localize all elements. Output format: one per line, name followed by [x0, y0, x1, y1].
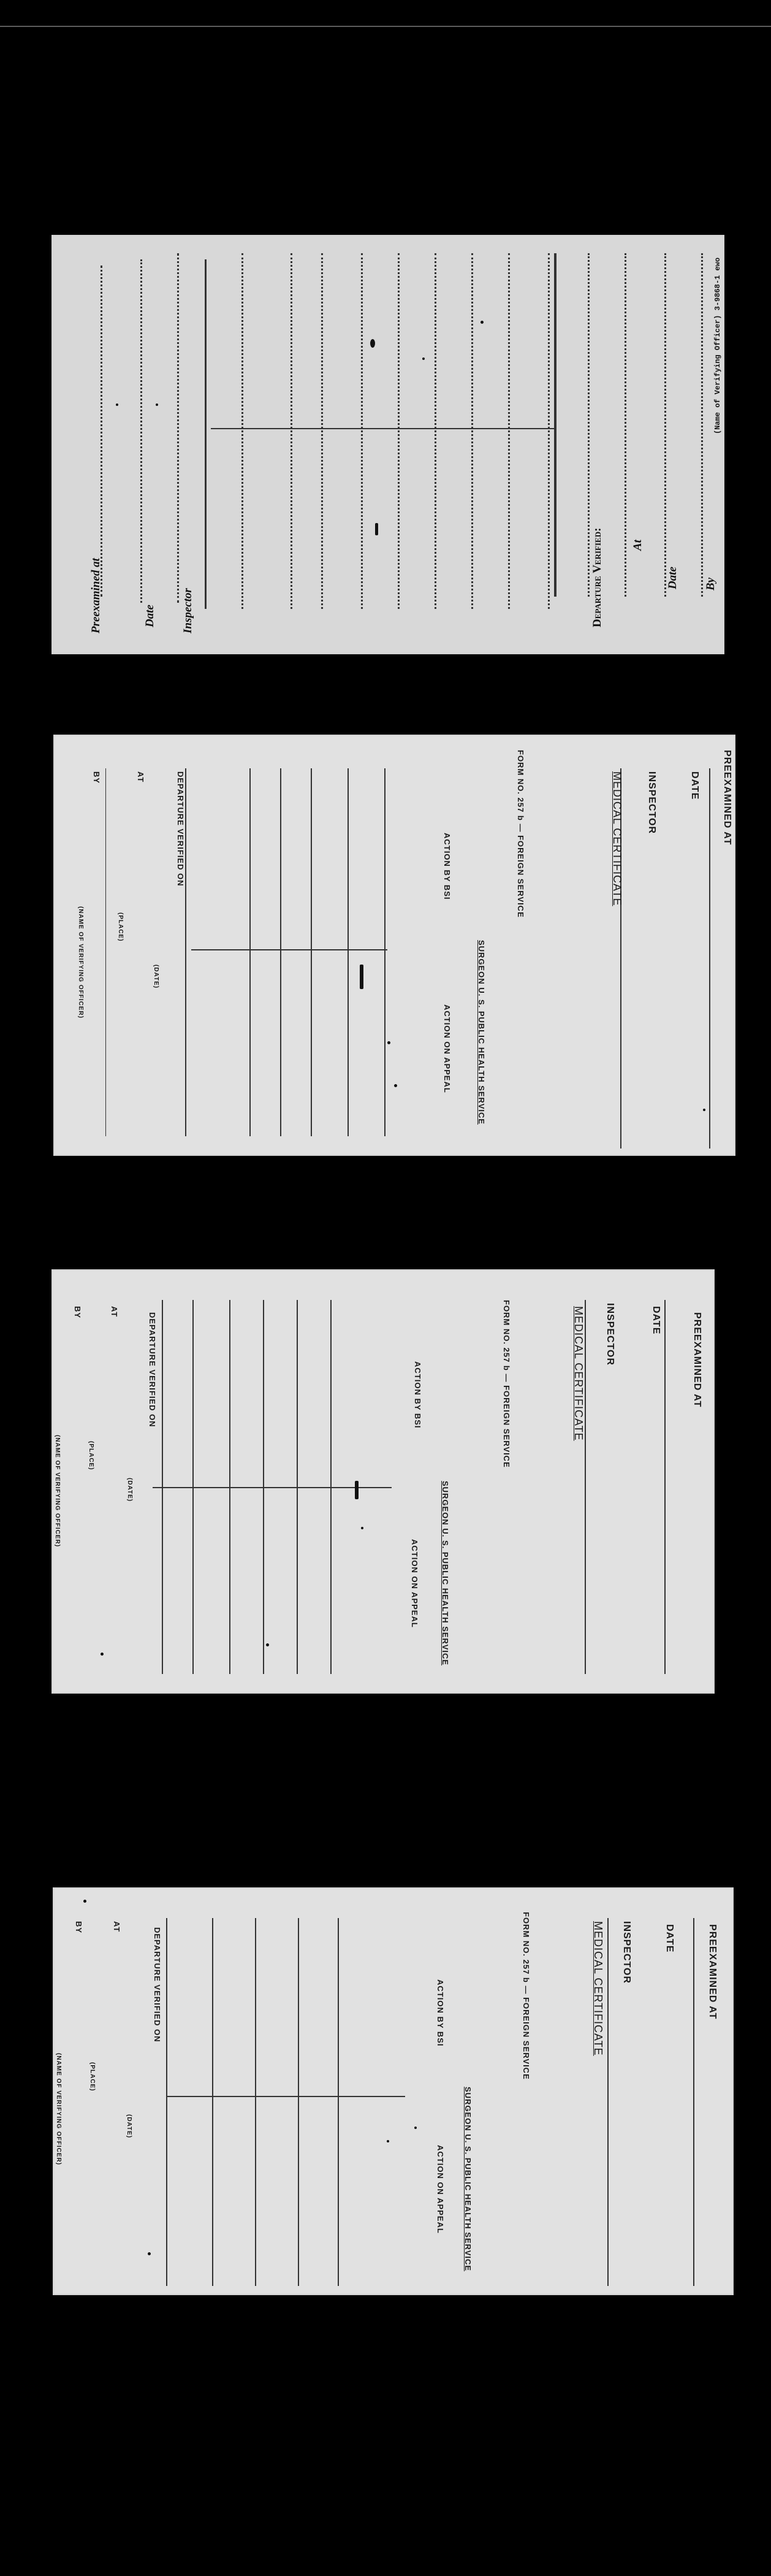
ink-mark — [83, 1900, 86, 1903]
medical-certificate-label: MEDICAL CERTIFICATE — [592, 1921, 604, 2056]
preexamined-label: PREEXAMINED AT — [692, 1312, 702, 1408]
ink-mark — [116, 403, 118, 406]
date-caption: (DATE) — [126, 2114, 132, 2139]
departure-verified-label: DEPARTURE VERIFIED ON — [153, 1927, 162, 2043]
at-label: At — [631, 540, 644, 551]
ink-mark — [370, 339, 375, 348]
preexamined-label: PREEXAMINED AT — [722, 750, 732, 846]
at-label: AT — [136, 771, 145, 783]
medical-certificate-label: MEDICAL CERTIFICATE — [611, 771, 623, 906]
ink-mark — [422, 357, 425, 360]
inspector-label: INSPECTOR — [647, 771, 657, 835]
ink-mark — [148, 2252, 151, 2255]
action-bsi-label: ACTION BY BSI — [436, 1979, 445, 2047]
at-label: AT — [112, 1921, 121, 1933]
ink-mark — [394, 1084, 397, 1087]
departure-verified-label: DEPARTURE VERIFIED ON — [148, 1312, 157, 1428]
ruled-line — [212, 1918, 213, 2286]
ruled-line — [471, 253, 473, 609]
ruled-line — [548, 253, 550, 609]
record-card-3 — [51, 1269, 715, 1694]
place-caption: (PLACE) — [89, 2062, 96, 2092]
ruled-line — [701, 253, 703, 597]
departure-verified-label: DEPARTURE VERIFIED ON — [176, 771, 185, 887]
ruled-line — [177, 253, 179, 603]
date-caption: (DATE) — [153, 965, 159, 989]
ink-mark — [703, 1109, 705, 1111]
ruled-line — [105, 768, 106, 1136]
action-bsi-label: ACTION BY BSI — [442, 833, 452, 900]
inspector-label: INSPECTOR — [605, 1303, 615, 1366]
date-label: DATE — [651, 1306, 661, 1335]
ruled-line — [709, 768, 710, 1148]
date-label: DATE — [689, 771, 700, 800]
ink-mark — [480, 321, 484, 324]
ruled-line — [588, 253, 590, 597]
divider-line — [166, 2096, 405, 2097]
date-label: Date — [143, 605, 156, 627]
divider-line — [191, 949, 387, 950]
by-label: BY — [92, 771, 101, 784]
divider-line — [205, 259, 207, 609]
ink-mark — [360, 965, 363, 989]
ruled-line — [101, 266, 102, 597]
inspector-label: INSPECTOR — [621, 1921, 632, 1984]
ink-mark — [355, 1481, 359, 1499]
by-label: BY — [73, 1306, 82, 1319]
officer-caption: (NAME OF VERIFYING OFFICER) — [55, 2053, 62, 2166]
action-appeal-label: ACTION ON APPEAL — [436, 2145, 445, 2234]
officer-caption: (NAME OF VERIFYING OFFICER) — [77, 906, 84, 1019]
record-card-4 — [53, 1887, 734, 2295]
action-appeal-label: ACTION ON APPEAL — [442, 1004, 452, 1093]
ink-mark — [266, 1643, 269, 1646]
ruled-line — [241, 253, 243, 609]
ink-mark — [414, 2127, 417, 2129]
ruled-line — [298, 1918, 299, 2286]
ink-mark — [156, 403, 158, 406]
ruled-line — [255, 1918, 256, 2286]
form-number-label: FORM NO. 257 b — FOREIGN SERVICE — [522, 1912, 531, 2080]
ruled-line — [249, 768, 251, 1136]
ink-mark — [375, 523, 378, 535]
ruled-line — [291, 253, 292, 609]
date-label: DATE — [664, 1924, 675, 1953]
surgeon-label: SURGEON U. S. PUBLIC HEALTH SERVICE — [463, 2087, 473, 2272]
ruled-line — [384, 768, 386, 1136]
preexamined-label: PREEXAMINED AT — [707, 1924, 718, 2020]
place-caption: (PLACE) — [88, 1441, 94, 1470]
officer-caption: (NAME OF VERIFYING OFFICER) — [54, 1435, 61, 1548]
surgeon-label: SURGEON U. S. PUBLIC HEALTH SERVICE — [441, 1481, 450, 1666]
ruled-line — [348, 768, 349, 1136]
ruled-line — [311, 768, 312, 1136]
ruled-line — [280, 768, 281, 1136]
ink-mark — [387, 1041, 390, 1044]
record-card-1 — [51, 235, 724, 654]
form-number-label: FORM NO. 257 b — FOREIGN SERVICE — [516, 750, 525, 918]
ruled-line — [607, 1918, 609, 2286]
ruled-line — [664, 1300, 666, 1674]
place-caption: (PLACE) — [117, 912, 124, 942]
divider-line — [211, 428, 554, 429]
date2-label: Date — [666, 567, 679, 589]
by-label: By — [704, 577, 717, 590]
ruled-line — [508, 253, 510, 609]
ruled-line — [321, 253, 323, 609]
form-number-label: FORM NO. 257 b — FOREIGN SERVICE — [502, 1300, 511, 1468]
ruled-line — [398, 253, 400, 609]
ruled-line — [664, 253, 666, 597]
ruled-line — [435, 253, 436, 609]
side-code: (Name of Verifying Officer) 3-9868-1 ewo — [713, 257, 722, 434]
ruled-line — [693, 1918, 694, 2286]
ruled-line — [338, 1918, 339, 2286]
ruled-line — [140, 259, 142, 603]
surgeon-label: SURGEON U. S. PUBLIC HEALTH SERVICE — [477, 940, 486, 1125]
film-edge-rule — [0, 26, 771, 27]
ruled-line — [625, 253, 626, 597]
inspector-label: Inspector — [181, 588, 194, 633]
ruled-line — [166, 1918, 167, 2286]
by-label: BY — [74, 1921, 83, 1934]
preexamined-label: Preexamined at — [89, 558, 102, 633]
departure-verified-label: Departure Verified: — [591, 527, 604, 627]
ruled-line — [185, 768, 186, 1136]
ink-mark — [101, 1653, 104, 1656]
medical-certificate-label: MEDICAL CERTIFICATE — [572, 1306, 585, 1441]
action-bsi-label: ACTION BY BSI — [413, 1361, 422, 1429]
ruled-line — [361, 253, 363, 609]
record-card-2 — [53, 735, 735, 1156]
at-label: AT — [110, 1306, 119, 1318]
date-caption: (DATE) — [126, 1478, 133, 1502]
divider-line — [554, 253, 556, 597]
ink-mark — [361, 1527, 363, 1529]
action-appeal-label: ACTION ON APPEAL — [410, 1539, 419, 1628]
ink-mark — [387, 2140, 389, 2142]
ruled-line — [585, 1300, 586, 1674]
